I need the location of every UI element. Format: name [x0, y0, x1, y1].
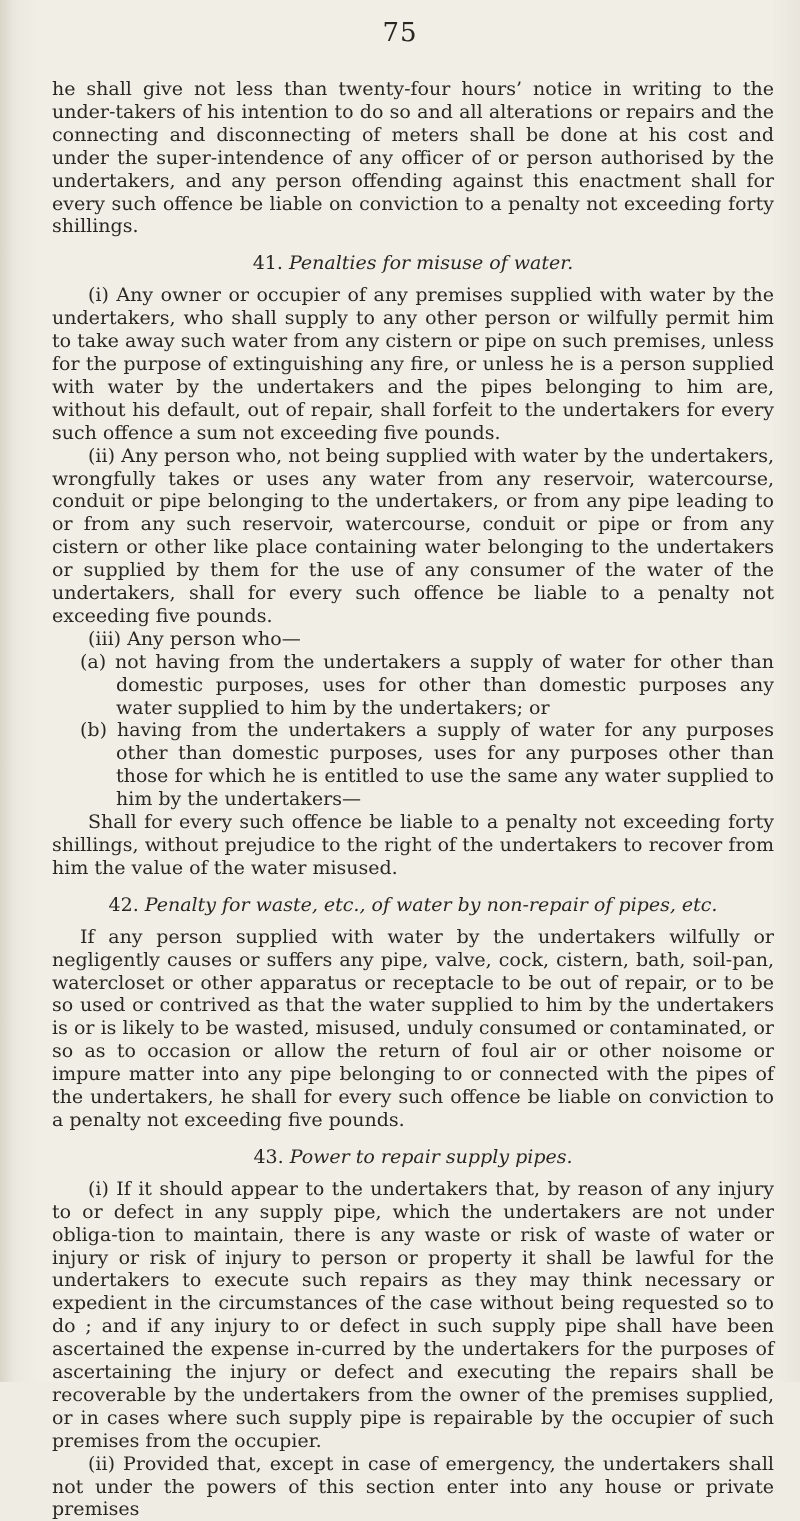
section-43-number: 43.	[253, 1145, 284, 1168]
section-43-heading	[52, 1146, 774, 1169]
section-43-clause-i: (i) If it should appear to the undertakers that, by reason of any injury to or defect in any supply pipe, which the undertakers are not under obliga-tion to maintain, there is any waste or risk of waste of water or injury or risk of injury to person or property it shall be lawful for the undertakers to execute such repairs as they may think necessary or expedient in the circumstances of the case without being requested so to do ; and if any injury to or defect in such supply pipe shall have been ascertained the expense in-curred by the undertakers for the purposes of ascertaining the injury or defect and executing the repairs shall be recoverable by the undertakers from the owner of the premises supplied, or in cases where such supply pipe is repairable by the occupier of such premises from the occupier.	[52, 1177, 774, 1452]
page-number: 75	[382, 18, 418, 48]
section-41-conclusion: Shall for every such offence be liable to a penalty not exceeding forty shillings, without prejudice to the right of the undertakers to recover from him the value of the water misused.	[52, 811, 774, 879]
opening-paragraph: he shall give not less than twenty-four hours’ notice in writing to the under-takers of his intention to do so and all alterations or repairs and the connecting and disconnecting of meters shall be done at his cost and under the super-intendence of any officer of or person authorised by the undertakers, and any person offending against this enactment shall for every such offence be liable on conviction to a penalty not exceeding forty shillings.	[52, 78, 774, 238]
section-42-title: Penalty for waste, etc., of water by non-repair of pipes, etc.	[144, 893, 718, 916]
section-41-number: 41.	[252, 252, 283, 275]
section-41-clause-iii: (iii) Any person who—	[88, 627, 301, 650]
section-42-heading	[52, 894, 774, 917]
section-41-title: Penalties for misuse of water.	[288, 252, 574, 275]
section-41-clause-i: (i) Any owner or occupier of any premises supplied with water by the undertakers, who shall supply to any other person or wilfully permit him to take away such water from any cistern or pipe on such premises, unless for the purpose of extinguishing any fire, or unless he is a person supplied with water by the undertakers and the pipes belonging to him are, without his default, out of repair, shall forfeit to the undertakers for every such offence a sum not exceeding five pounds.	[52, 284, 774, 444]
section-41-clause-iii-a: (a) not having from the undertakers a supply of water for other than domestic purposes, uses for other than domestic purposes any water supplied to him by the undertakers; or	[80, 650, 774, 719]
section-41-clause-iii-b: (b) having from the undertakers a supply of water for any purposes other than domestic purposes, uses for any purposes other than those for which he is entitled to use the same any water supplied to him by the undertakers—	[80, 719, 774, 811]
section-42-body: If any person supplied with water by the undertakers wilfully or negligently causes or suffers any pipe, valve, cock, cistern, bath, soil-pan, watercloset or other apparatus or receptacle to be out of repair, or to be so used or contrived as that the water supplied to him by the undertakers is or is likely to be wasted, misused, unduly consumed or contaminated, or so as to occasion or allow the return of foul air or other noisome or impure matter into any pipe belonging to or connected with the pipes of the undertakers, he shall for every such offence be liable on conviction to a penalty not exceeding five pounds.	[52, 925, 774, 1131]
section-41-clause-ii: (ii) Any person who, not being supplied with water by the undertakers, wrongfully takes or uses any water from any reservoir, watercourse, conduit or pipe belonging to the undertakers, or from any pipe leading to or from any such reservoir, watercourse, conduit or pipe or from any cistern or other like place containing water belonging to the undertakers or supplied by them for the use of any consumer of the water of the undertakers, shall for every such offence be liable to a penalty not exceeding five pounds.	[52, 444, 774, 627]
section-42-number: 42.	[108, 893, 139, 916]
section-43-clause-ii: (ii) Provided that, except in case of emergency, the undertakers shall not under the powers of this section enter into any house or private premises	[52, 1452, 774, 1521]
section-41-heading	[52, 252, 774, 275]
section-43-title: Power to repair supply pipes.	[289, 1145, 573, 1168]
page-body	[52, 78, 774, 1521]
